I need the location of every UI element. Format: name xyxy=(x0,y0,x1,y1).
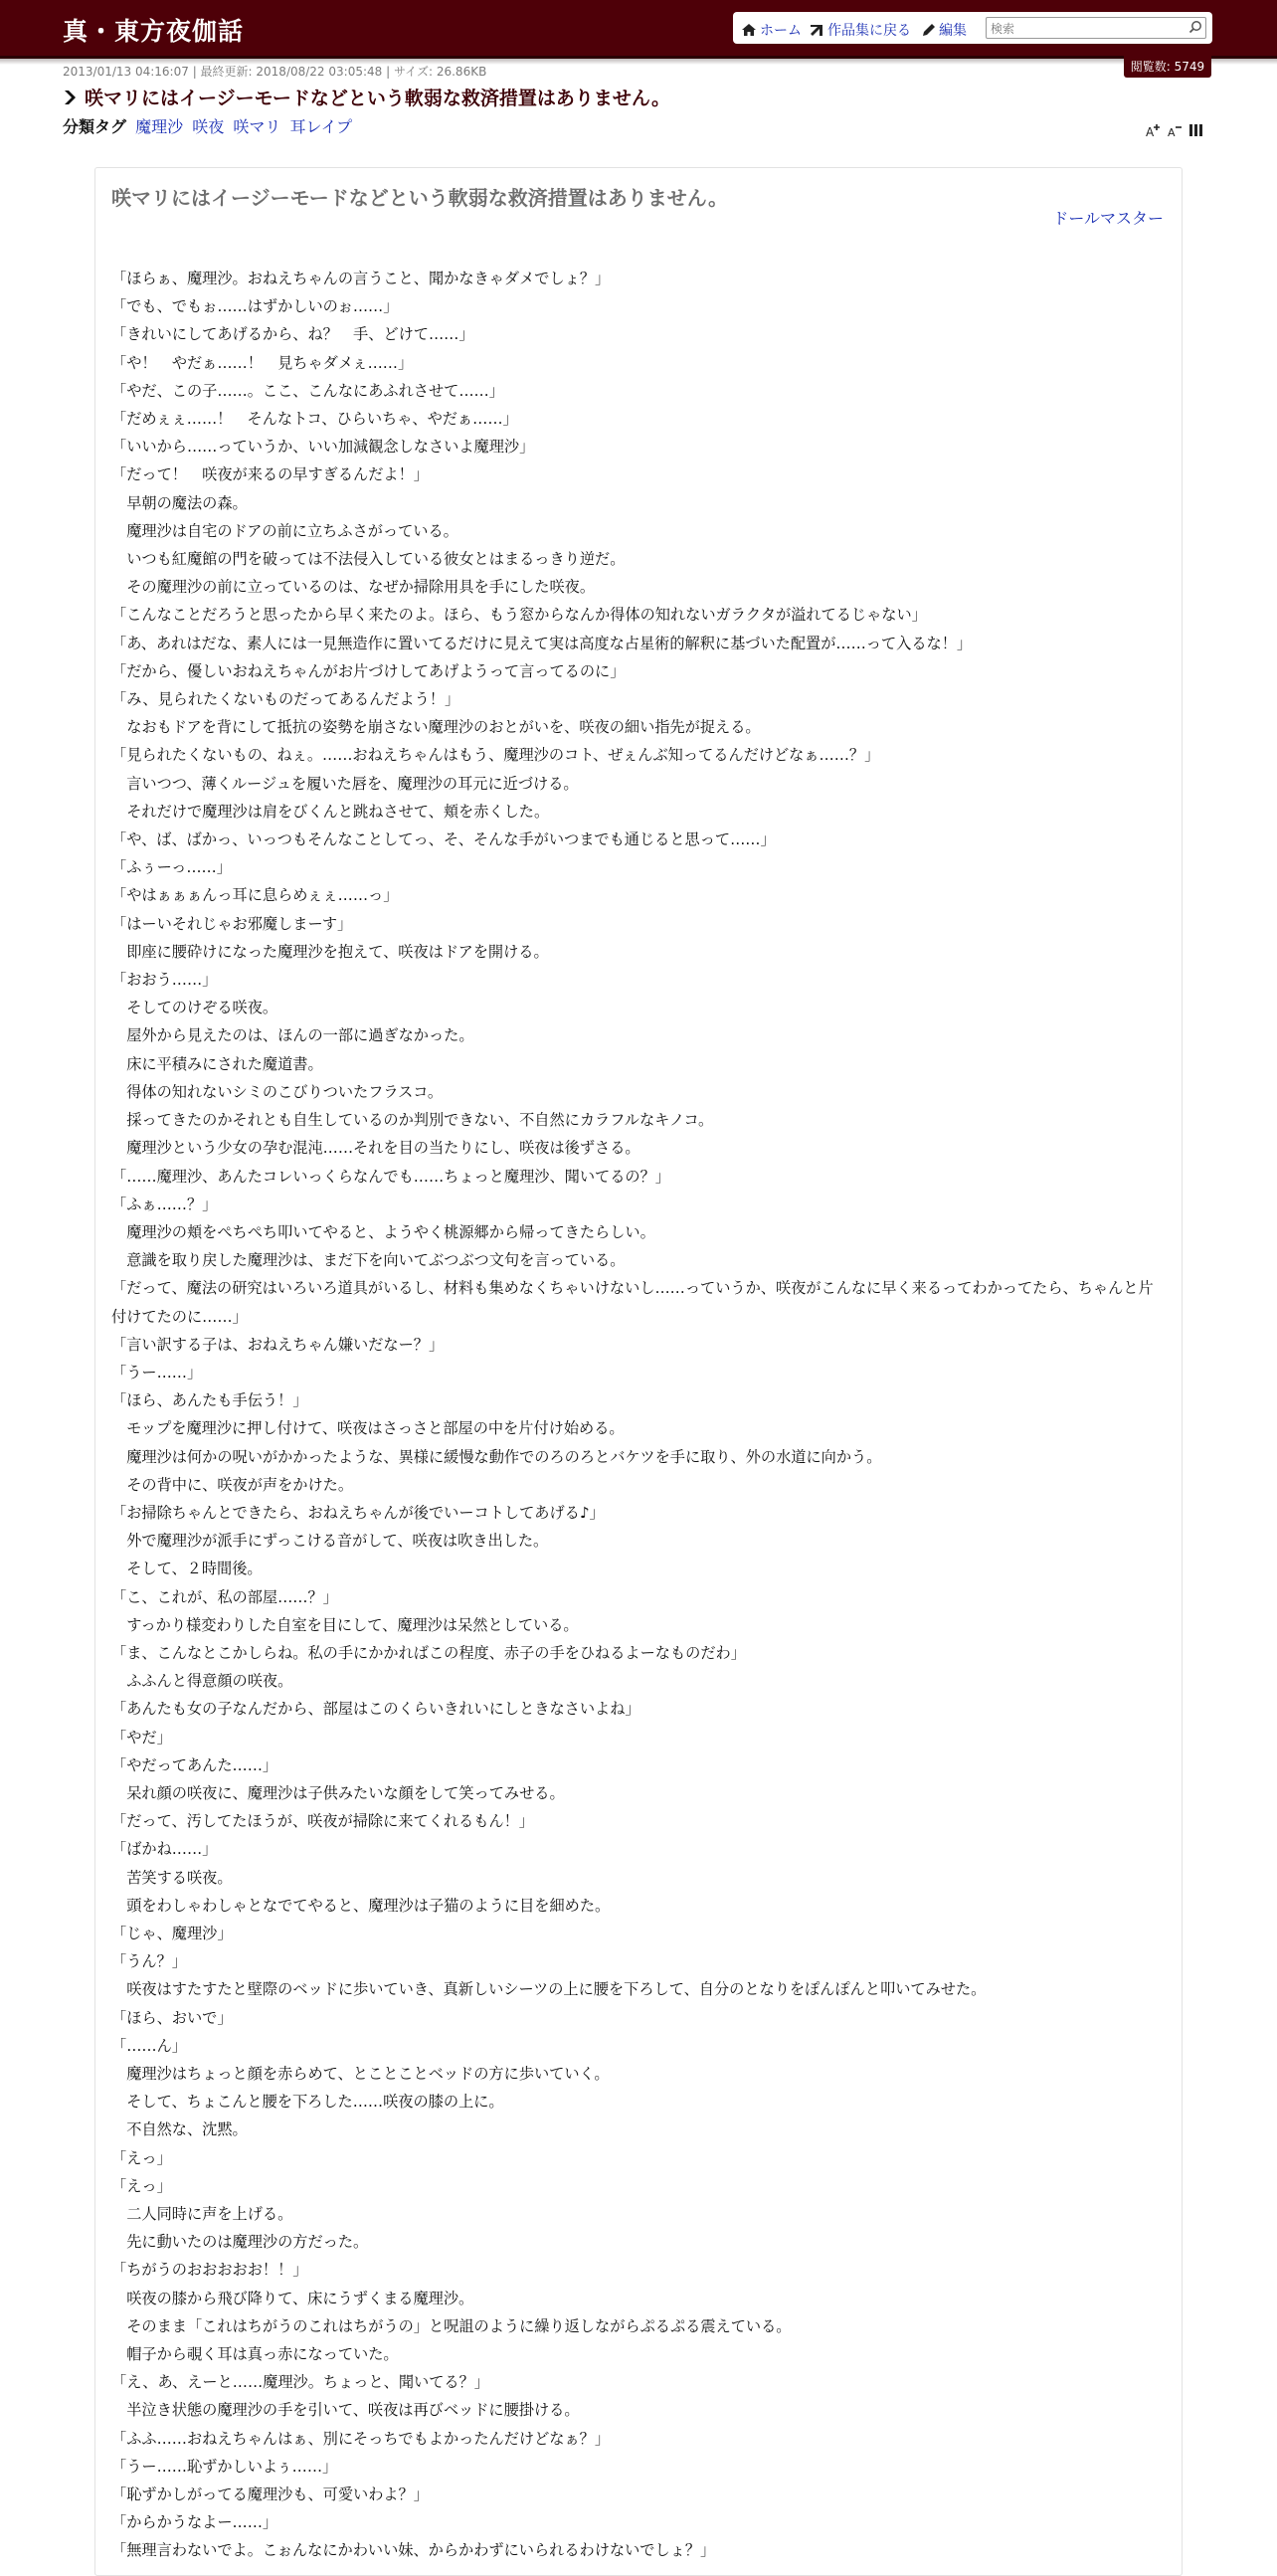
story-line: 屋外から見えたのは、ほんの一部に過ぎなかった。 xyxy=(111,1026,474,1045)
pencil-icon xyxy=(922,23,936,37)
story-line: 早朝の魔法の森。 xyxy=(111,493,248,512)
tag-label: 分類タグ xyxy=(63,117,127,136)
view-count-badge: 閲覧数: 5749 xyxy=(1124,56,1211,78)
story-line: 「ふぅーっ……」 xyxy=(111,858,232,877)
story-line: 「こ、これが、私の部屋……？」 xyxy=(111,1587,338,1606)
story-line: 「でも、でもぉ……はずかしいのぉ……」 xyxy=(111,297,399,316)
story-line: 「ばかね……」 xyxy=(111,1840,218,1859)
nav-home-label[interactable]: ホーム xyxy=(760,23,802,39)
tag-link[interactable]: 咲夜 xyxy=(192,117,225,136)
story-line: 意識を取り戻した魔理沙は、まだ下を向いてぶつぶつ文句を言っている。 xyxy=(111,1251,626,1270)
nav-edit-link[interactable] xyxy=(922,20,967,40)
story-line: 「見られたくないもの、ねぇ。……おねえちゃんはもう、魔理沙のコト、ぜぇんぶ知ってるんだけどなぁ……？」 xyxy=(111,746,880,765)
tag-list xyxy=(63,114,352,137)
story-line: 「お掃除ちゃんとできたら、おねえちゃんが後でいーコトしてあげる♪」 xyxy=(111,1503,605,1522)
story-line: 「言い訳する子は、おねえちゃん嫌いだなー？」 xyxy=(111,1335,445,1354)
story-line: 魔理沙という少女の孕む混沌……それを目の当たりにし、咲夜は後ずさる。 xyxy=(111,1139,640,1158)
nav-edit-label[interactable]: 編集 xyxy=(939,23,967,39)
story-body xyxy=(111,265,1166,2565)
story-line: 「や、ば、ばかっ、いっつもそんなことしてっ、そ、そんな手がいつまでも通じると思って……」 xyxy=(111,830,776,849)
story-line: そしてのけぞる咲夜。 xyxy=(111,999,278,1017)
story-line: 頭をわしゃわしゃとなでてやると、魔理沙は子猫のように目を細めた。 xyxy=(111,1896,611,1915)
story-line: 咲夜の膝から飛び降りて、床にうずくまる魔理沙。 xyxy=(111,2289,474,2307)
story-line: 「きれいにしてあげるから、ね？ 手、どけて……」 xyxy=(111,325,474,344)
story-line: 得体の知れないシミのこびりついたフラスコ。 xyxy=(111,1082,444,1101)
story-line: その背中に、咲夜が声をかけた。 xyxy=(111,1475,353,1494)
story-line: 「はーいそれじゃお邪魔しまーす」 xyxy=(111,914,353,933)
story-line: 即座に腰砕けになった魔理沙を抱えて、咲夜はドアを開ける。 xyxy=(111,942,549,961)
story-line: そして、２時間後。 xyxy=(111,1560,263,1578)
nav-bar xyxy=(733,12,1212,44)
font-size-up-icon[interactable] xyxy=(1146,123,1162,137)
svg-text:A: A xyxy=(1146,125,1155,137)
search-box xyxy=(986,17,1206,39)
story-line: 「ほら、あんたも手伝う！」 xyxy=(111,1391,308,1410)
story-line: 二人同時に声を上げる。 xyxy=(111,2205,293,2224)
story-line: 「うー……」 xyxy=(111,1363,203,1381)
post-title: 咲マリにはイージーモードなどという軟弱な救済措置はありません。 xyxy=(85,88,671,109)
story-line: 「だから、優しいおねえちゃんがお片づけしてあげようって言ってるのに」 xyxy=(111,661,626,680)
home-icon xyxy=(741,23,757,37)
story-line: 「じゃ、魔理沙」 xyxy=(111,1924,233,1942)
story-line: 魔理沙は自宅のドアの前に立ちふさがっている。 xyxy=(111,521,458,540)
work-title: 咲マリにはイージーモードなどという軟弱な救済措置はありません。 xyxy=(111,186,728,210)
story-line: 魔理沙は何かの呪いがかかったような、異様に緩慢な動作でのろのろとバケツを手に取り、外の水道に向かう。 xyxy=(111,1447,882,1466)
story-line: 「うー……恥ずかしいよぅ……」 xyxy=(111,2457,338,2476)
nav-home-link[interactable] xyxy=(741,20,802,40)
story-line: 「え、あ、えーと……魔理沙。ちょっと、聞いてる？」 xyxy=(111,2373,489,2392)
text-tools xyxy=(1146,123,1203,137)
story-line: 「無理言わないでよ。こぉんなにかわいい妹、からかわずにいられるわけないでしょ？」 xyxy=(111,2541,716,2560)
story-line: 先に動いたのは魔理沙の方だった。 xyxy=(111,2233,369,2252)
story-line: すっかり様変わりした自室を目にして、魔理沙は呆然としている。 xyxy=(111,1615,579,1634)
author-link[interactable]: ドールマスター xyxy=(1052,209,1164,228)
story-line: 「ほら、おいで」 xyxy=(111,2008,233,2027)
story-line: 「やはぁぁぁんっ耳に息らめぇぇ……っ」 xyxy=(111,886,399,905)
story-line: そのまま「これはちがうのこれはちがうの」と呪詛のように繰り返しながらぷるぷる震えている。 xyxy=(111,2316,792,2335)
story-line: 「えっ」 xyxy=(111,2176,172,2195)
story-line: 「おおう……」 xyxy=(111,971,218,990)
nav-back-link[interactable] xyxy=(809,20,911,40)
story-line: 「ふぁ……？」 xyxy=(111,1195,218,1213)
story-line: 「ふふ……おねえちゃんはぁ、別にそっちでもよかったんだけどなぁ？」 xyxy=(111,2429,611,2448)
story-line: 「ま、こんなとこかしらね。私の手にかかればこの程度、赤子の手をひねるよーなものだわ」 xyxy=(111,1643,746,1662)
search-icon[interactable] xyxy=(1188,20,1202,34)
story-line: 魔理沙はちょっと顔を赤らめて、とことことベッドの方に歩いていく。 xyxy=(111,2065,610,2083)
story-line: 「やだ」 xyxy=(111,1728,172,1747)
story-line: 「だって、汚してたほうが、咲夜が掃除に来てくれるもん！」 xyxy=(111,1812,534,1831)
search-input[interactable] xyxy=(987,20,1184,38)
story-line: 「からかうなよー……」 xyxy=(111,2513,278,2532)
story-line: 「あ、あれはだな、素人には一見無造作に置いてるだけに見えて実は高度な占星術的解釈に基づいた配置が……って入るな！」 xyxy=(111,634,973,652)
story-line: 不自然な、沈黙。 xyxy=(111,2120,248,2139)
post-title-row xyxy=(63,84,670,110)
story-line: なおもドアを背にして抵抗の姿勢を崩さない魔理沙のおとがいを、咲夜の細い指先が捉える。 xyxy=(111,718,761,737)
story-line: 「……魔理沙、あんたコレいっくらなんでも……ちょっと魔理沙、聞いてるの？」 xyxy=(111,1167,670,1186)
site-header xyxy=(0,0,1277,59)
story-line: 採ってきたのかそれとも自生しているのか判別できない、不自然にカラフルなキノコ。 xyxy=(111,1111,714,1130)
vertical-layout-icon[interactable] xyxy=(1189,123,1203,137)
story-line: 外で魔理沙が派手にずっこける音がして、咲夜は吹き出した。 xyxy=(111,1532,549,1551)
story-line: 「恥ずかしがってる魔理沙も、可愛いわよ？」 xyxy=(111,2485,429,2504)
story-line: 「いいから……っていうか、いい加減観念しなさいよ魔理沙」 xyxy=(111,438,535,457)
story-line: 「やだってあんた……」 xyxy=(111,1755,278,1774)
story-line: 魔理沙の頬をぺちぺち叩いてやると、ようやく桃源郷から帰ってきたらしい。 xyxy=(111,1222,655,1241)
tag-link[interactable]: 魔理沙 xyxy=(135,117,184,136)
site-title[interactable]: 真・東方夜伽話 xyxy=(63,17,245,46)
story-line: その魔理沙の前に立っているのは、なぜか掃除用具を手にした咲夜。 xyxy=(111,578,595,597)
story-line: そして、ちょこんと腰を下ろした……咲夜の膝の上に。 xyxy=(111,2093,504,2112)
story-line: いつも紅魔館の門を破っては不法侵入している彼女とはまるっきり逆だ。 xyxy=(111,550,626,569)
post-meta: 2013/01/13 04:16:07 | 最終更新: 2018/08/22 03:05:48 | サイズ: 26.86KB xyxy=(63,65,487,79)
story-line: ふふんと得意顔の咲夜。 xyxy=(111,1672,293,1691)
story-line: 咲夜はすたすたと壁際のベッドに歩いていき、真新しいシーツの上に腰を下ろして、自分のとなりをぽんぽんと叩いてみせた。 xyxy=(111,1980,987,1999)
story-line: 「だって！ 咲夜が来るの早すぎるんだよ！」 xyxy=(111,465,429,484)
story-line: 「ちがうのおおおおお！！」 xyxy=(111,2261,308,2280)
story-line: 「だめぇぇ……！ そんなトコ、ひらいちゃ、やだぁ……」 xyxy=(111,410,518,429)
story-line: 「えっ」 xyxy=(111,2148,172,2167)
story-line: 「うん？」 xyxy=(111,1952,187,1971)
story-line: 呆れ顔の咲夜に、魔理沙は子供みたいな顔をして笑ってみせる。 xyxy=(111,1783,565,1802)
story-line: それだけで魔理沙は肩をびくんと跳ねさせて、頬を赤くした。 xyxy=(111,802,550,821)
story-line: 「み、見られたくないものだってあるんだよう！」 xyxy=(111,690,460,709)
story-line: 半泣き状態の魔理沙の手を引いて、咲夜は再びベッドに腰掛ける。 xyxy=(111,2401,580,2420)
story-line: 「ほらぁ、魔理沙。おねえちゃんの言うこと、聞かなきゃダメでしょ？」 xyxy=(111,270,611,287)
story-line: 「……ん」 xyxy=(111,2036,187,2055)
story-line: 苦笑する咲夜。 xyxy=(111,1868,233,1887)
tag-link[interactable]: 咲マリ xyxy=(233,117,281,136)
story-line: 「や！ やだぁ……！ 見ちゃダメぇ……」 xyxy=(111,353,414,372)
story-line: モップを魔理沙に押し付けて、咲夜はさっさと部屋の中を片付け始める。 xyxy=(111,1419,625,1438)
svg-text:A: A xyxy=(1168,126,1176,137)
back-arrow-icon xyxy=(809,23,824,37)
story-line: 「あんたも女の子なんだから、部屋はこのくらいきれいにしときなさいよね」 xyxy=(111,1700,640,1719)
nav-back-label[interactable]: 作品集に戻る xyxy=(827,23,911,39)
story-line: 言いつつ、薄くルージュを履いた唇を、魔理沙の耳元に近づける。 xyxy=(111,774,579,793)
font-size-down-icon[interactable] xyxy=(1168,123,1184,137)
story-line: 「やだ、この子……。ここ、こんなにあふれさせて……」 xyxy=(111,381,504,400)
story-line: 床に平積みにされた魔道書。 xyxy=(111,1054,323,1073)
chevron-right-icon xyxy=(63,90,77,105)
story-line: 「こんなことだろうと思ったから早く来たのよ。ほら、もう窓からなんか得体の知れないガラクタが溢れてるじゃない」 xyxy=(111,606,927,625)
tag-link[interactable]: 耳レイプ xyxy=(289,117,353,136)
story-line: 「だって、魔法の研究はいろいろ道具がいるし、材料も集めなくちゃいけないし……っていうか、咲夜がこんなに早く来るってわかってたら、ちゃんと片付けてたのに……」 xyxy=(111,1279,1154,1326)
story-line: 帽子から覗く耳は真っ赤になっていた。 xyxy=(111,2345,399,2364)
